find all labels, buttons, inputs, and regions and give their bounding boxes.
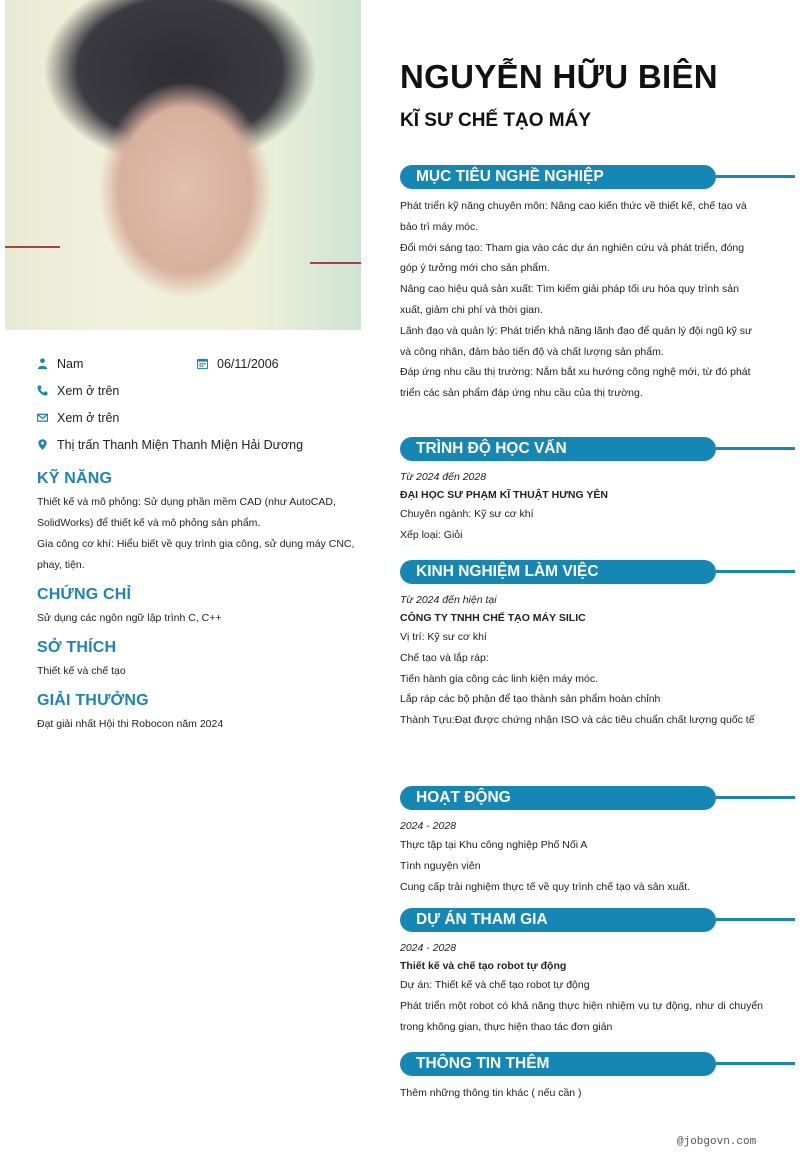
calendar-icon	[197, 358, 217, 369]
activities-body	[400, 817, 763, 897]
section-divider	[716, 447, 795, 450]
activities-title: HOẠT ĐỘNG	[400, 786, 716, 810]
info-row-phone	[37, 377, 357, 404]
education-body	[400, 468, 763, 546]
objective-item: Đổi mới sáng tạo: Tham gia vào các dự án nghiên cứu và phát triển, đóng góp ý tưởng mới cho sản phẩm.	[400, 241, 745, 275]
experience-item: Vị trí: Kỹ sư cơ khí	[400, 631, 487, 643]
watermark: @jobgovn.com	[677, 1136, 757, 1148]
experience-period: Từ 2024 đến hiện tại	[400, 594, 497, 606]
experience-item: Lắp ráp các bộ phận để tạo thành sản phẩm hoàn chỉnh	[400, 693, 661, 706]
location-icon	[37, 439, 57, 450]
additional-item: Thêm những thông tin khác ( nếu cần )	[400, 1087, 582, 1099]
experience-body	[400, 591, 763, 731]
experience-item: Chế tạo và lắp ráp:	[400, 651, 489, 664]
education-title: TRÌNH ĐỘ HỌC VẤN	[400, 437, 716, 461]
projects-body	[400, 939, 763, 1037]
address-value: Thị trấn Thanh Miện Thanh Miện Hải Dương	[57, 437, 304, 452]
job-title: KĨ SƯ CHẾ TẠO MÁY	[400, 110, 591, 131]
candidate-name: NGUYỄN HỮU BIÊN	[400, 58, 718, 95]
profile-photo	[5, 0, 361, 330]
objective-body	[400, 196, 763, 404]
phone-icon	[37, 385, 57, 396]
award-item: Đạt giải nhất Hội thi Robocon năm 2024	[37, 718, 224, 730]
additional-body	[400, 1083, 763, 1104]
activity-item: Cung cấp trải nghiệm thực tế về quy trình chế tạo và sản xuất.	[400, 880, 691, 893]
section-divider	[716, 175, 795, 178]
skills-title: KỸ NĂNG	[37, 470, 113, 487]
objective-section	[400, 165, 800, 404]
email-value: Xem ở trên	[57, 410, 120, 425]
skill-item: Gia công cơ khí: Hiểu biết về quy trình gia công, sử dụng máy CNC, phay, tiện.	[37, 538, 355, 571]
section-header	[400, 908, 800, 932]
experience-title: KINH NGHIỆM LÀM VIỆC	[400, 560, 716, 584]
activities-section	[400, 786, 800, 897]
additional-title: THÔNG TIN THÊM	[400, 1052, 716, 1076]
certificates-title: CHỨNG CHỈ	[37, 586, 132, 603]
activities-period: 2024 - 2028	[400, 820, 457, 832]
certificates-section	[37, 586, 357, 629]
left-sections	[37, 470, 357, 745]
info-row-gender-birthday	[37, 350, 357, 377]
skills-section	[37, 470, 357, 576]
projects-period: 2024 - 2028	[400, 942, 457, 954]
project-item: Phát triển một robot có khả năng thực hiện nhiệm vụ tự động, như di chuyển trong không gian, thực hiện thao tác đơn giản	[400, 999, 763, 1033]
objective-item: Đáp ứng nhu cầu thị trường: Nắm bắt xu hướng công nghệ mới, từ đó phát triển các sản phẩm đáp ứng nhu cầu của thị trường.	[400, 366, 751, 400]
hobby-item: Thiết kế và chế tạo	[37, 665, 126, 677]
section-divider	[716, 1062, 795, 1065]
education-section	[400, 437, 800, 546]
hobbies-title: SỞ THÍCH	[37, 639, 117, 656]
section-header	[400, 560, 800, 584]
objective-item: Phát triển kỹ năng chuyên môn: Nâng cao kiến thức về thiết kế, chế tạo và bảo trì máy móc.	[400, 200, 747, 233]
personal-info	[37, 350, 357, 458]
school-name: ĐẠI HỌC SƯ PHẠM KĨ THUẬT HƯNG YÊN	[400, 489, 608, 501]
education-period: Từ 2024 đến 2028	[400, 471, 487, 483]
section-header	[400, 1052, 800, 1076]
objective-item: Nâng cao hiệu quả sản xuất: Tìm kiếm giải pháp tối ưu hóa quy trình sản xuất, giảm chi phí và thời gian.	[400, 283, 739, 316]
additional-section	[400, 1052, 800, 1104]
experience-item: Tiến hành gia công các linh kiện máy móc.	[400, 672, 599, 685]
section-header	[400, 786, 800, 810]
activity-item: Thực tập tại Khu công nghiệp Phố Nối A	[400, 839, 588, 851]
info-row-email	[37, 404, 357, 431]
objective-title: MỤC TIÊU NGHỀ NGHIỆP	[400, 165, 716, 189]
awards-title: GIẢI THƯỞNG	[37, 692, 149, 709]
birthday-value: 06/11/2006	[217, 356, 279, 371]
project-item: Dự án: Thiết kế và chế tạo robot tự động	[400, 979, 590, 991]
activity-item: Tình nguyện viên	[400, 859, 481, 872]
gender-value: Nam	[57, 356, 84, 371]
experience-item: Thành Tựu:Đạt được chứng nhận ISO và các tiêu chuẩn chất lượng quốc tế	[400, 714, 755, 727]
skill-item: Thiết kế và mô phỏng: Sử dụng phần mềm CAD (như AutoCAD, SolidWorks) để thiết kế và mô phỏng sản phẩm.	[37, 496, 336, 529]
awards-section	[37, 692, 357, 735]
education-item: Chuyên ngành: Kỹ sư cơ khí	[400, 508, 534, 520]
phone-value: Xem ở trên	[57, 383, 120, 398]
section-divider	[716, 570, 795, 573]
section-divider	[716, 796, 795, 799]
experience-section	[400, 560, 800, 731]
info-row-address	[37, 431, 357, 458]
photo-background-stripe	[310, 262, 361, 264]
section-divider	[716, 918, 795, 921]
mail-icon	[37, 412, 57, 423]
hobbies-section	[37, 639, 357, 682]
objective-item: Lãnh đạo và quản lý: Phát triển khả năng lãnh đạo để quản lý đội ngũ kỹ sư và công nhân, đảm bảo tiến độ và chất lượng sản phẩm.	[400, 324, 753, 358]
section-header	[400, 437, 800, 461]
projects-section	[400, 908, 800, 1037]
education-item: Xếp loại: Giỏi	[400, 528, 463, 541]
projects-title: DỰ ÁN THAM GIA	[400, 908, 716, 932]
photo-background-stripe	[5, 246, 60, 248]
company-name: CÔNG TY TNHH CHẾ TẠO MÁY SILIC	[400, 612, 586, 624]
certificate-item: Sử dụng các ngôn ngữ lập trình C, C++	[37, 612, 222, 624]
person-icon	[37, 358, 57, 369]
section-header	[400, 165, 800, 189]
project-name: Thiết kế và chế tạo robot tự động	[400, 960, 567, 972]
